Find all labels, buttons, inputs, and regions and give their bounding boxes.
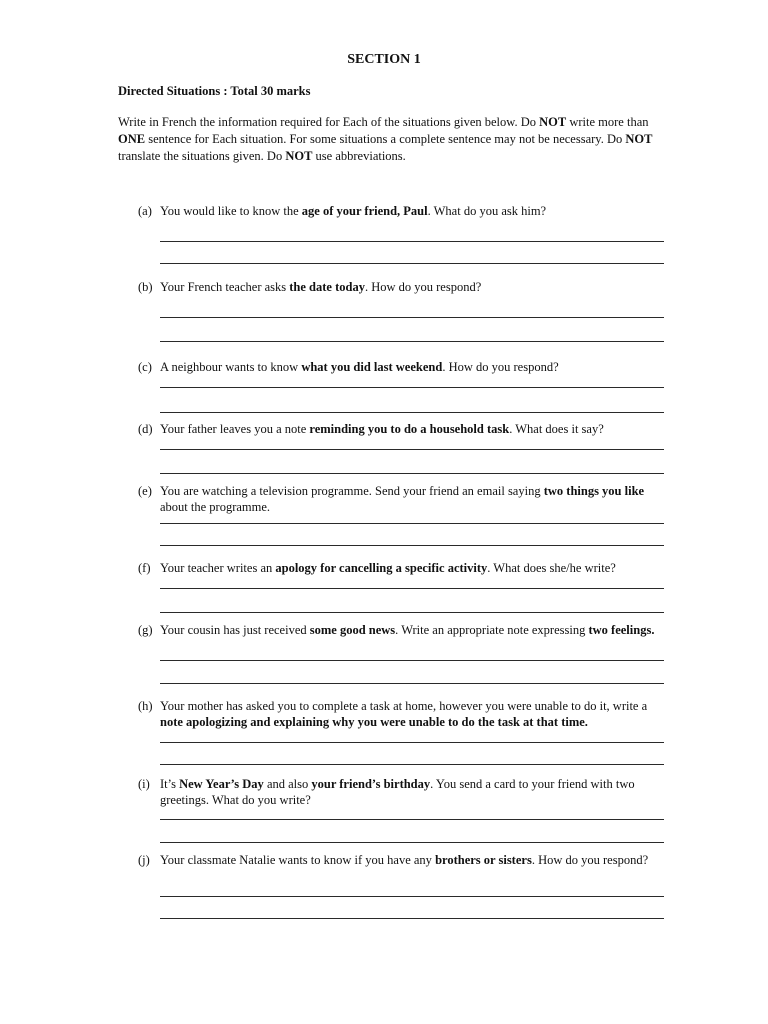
plain-text: about the programme.: [160, 500, 271, 514]
plain-text: . What does she/he write?: [487, 561, 616, 575]
answer-line[interactable]: [160, 588, 664, 589]
emphasis-text: some good news: [309, 623, 396, 637]
answer-line[interactable]: [160, 387, 664, 388]
plain-text: You are watching a television programme. Send your friend an email saying: [160, 484, 544, 498]
plain-text: . What does it say?: [509, 422, 604, 436]
emphasis-text: two things you like: [543, 484, 645, 498]
question-text: [160, 203, 668, 219]
question-letter: (b): [138, 280, 153, 294]
question-text: [160, 359, 668, 375]
plain-text: Your French teacher asks: [160, 280, 290, 294]
plain-text: . You send a card to your friend with two greetings. What do you write?: [160, 777, 635, 807]
plain-text: sentence for Each situation. For some situations a complete sentence may not be necessary. Do: [145, 132, 626, 146]
emphasis-text: New Year’s Day: [179, 777, 264, 791]
emphasis-text: brothers or sisters: [435, 853, 532, 867]
question-item: [138, 203, 668, 219]
plain-text: A neighbour wants to know: [160, 360, 302, 374]
plain-text: and also: [263, 777, 312, 791]
answer-line[interactable]: [160, 317, 664, 318]
plain-text: use abbreviations.: [312, 149, 406, 163]
question-text: [160, 279, 668, 295]
emphasis-text: your friend’s birthday: [311, 777, 431, 791]
question-letter: (j): [138, 853, 150, 867]
question-letter: (i): [138, 777, 150, 791]
question-item: [138, 359, 668, 375]
emphasis-text: NOT: [285, 149, 313, 163]
emphasis-text: what you did last weekend: [301, 360, 443, 374]
emphasis-text: note apologizing and explaining why you were unable to do the task at that time.: [160, 715, 588, 729]
plain-text: Your mother has asked you to complete a task at home, however you were unable to do it, write a: [160, 699, 648, 713]
plain-text: It’s: [160, 777, 180, 791]
plain-text: write more than: [566, 115, 649, 129]
question-item: [138, 622, 668, 638]
answer-line[interactable]: [160, 742, 664, 743]
answer-line[interactable]: [160, 341, 664, 342]
question-item: [138, 279, 668, 295]
question-text: [160, 560, 668, 576]
plain-text: Your classmate Natalie wants to know if you have any: [160, 853, 436, 867]
emphasis-text: two feelings.: [588, 623, 655, 637]
question-letter: (g): [138, 623, 153, 637]
answer-line[interactable]: [160, 842, 664, 843]
question-letter: (f): [138, 561, 151, 575]
answer-line[interactable]: [160, 523, 664, 524]
question-letter: (a): [138, 204, 152, 218]
answer-line[interactable]: [160, 896, 664, 897]
question-item: [138, 560, 668, 576]
question-text: [160, 622, 668, 638]
plain-text: . How do you respond?: [531, 853, 649, 867]
plain-text: Your teacher writes an: [160, 561, 276, 575]
question-text: [160, 698, 668, 730]
answer-line[interactable]: [160, 764, 664, 765]
question-letter: (h): [138, 699, 153, 713]
question-letter: (e): [138, 484, 152, 498]
plain-text: You would like to know the: [160, 204, 302, 218]
question-text: [160, 776, 668, 808]
plain-text: . How do you respond?: [364, 280, 482, 294]
answer-line[interactable]: [160, 412, 664, 413]
answer-line[interactable]: [160, 241, 664, 242]
emphasis-text: age of your friend, Paul: [301, 204, 428, 218]
plain-text: translate the situations given. Do: [118, 149, 286, 163]
question-letter: (c): [138, 360, 152, 374]
answer-line[interactable]: [160, 819, 664, 820]
question-item: [138, 421, 668, 437]
emphasis-text: NOT: [625, 132, 653, 146]
emphasis-text: the date today: [289, 280, 365, 294]
emphasis-text: ONE: [118, 132, 146, 146]
answer-line[interactable]: [160, 449, 664, 450]
section-subtitle: Directed Situations : Total 30 marks: [118, 84, 311, 98]
question-text: [160, 421, 668, 437]
plain-text: Your cousin has just received: [160, 623, 310, 637]
question-item: [138, 483, 668, 515]
question-item: [138, 852, 668, 868]
emphasis-text: reminding you to do a household task: [309, 422, 510, 436]
question-text: [160, 852, 668, 868]
instructions: [118, 114, 678, 165]
section-title: SECTION 1: [347, 52, 421, 67]
plain-text: . How do you respond?: [442, 360, 559, 374]
answer-line[interactable]: [160, 683, 664, 684]
answer-line[interactable]: [160, 660, 664, 661]
answer-line[interactable]: [160, 612, 664, 613]
answer-line[interactable]: [160, 473, 664, 474]
emphasis-text: NOT: [539, 115, 567, 129]
answer-line[interactable]: [160, 918, 664, 919]
plain-text: Write in French the information required for Each of the situations given below. Do: [118, 115, 540, 129]
answer-line[interactable]: [160, 545, 664, 546]
answer-line[interactable]: [160, 263, 664, 264]
question-item: [138, 776, 668, 808]
plain-text: . Write an appropriate note expressing: [395, 623, 589, 637]
question-letter: (d): [138, 422, 153, 436]
question-text: [160, 483, 668, 515]
question-item: [138, 698, 668, 730]
emphasis-text: apology for cancelling a specific activity: [275, 561, 488, 575]
plain-text: . What do you ask him?: [427, 204, 547, 218]
plain-text: Your father leaves you a note: [160, 422, 310, 436]
